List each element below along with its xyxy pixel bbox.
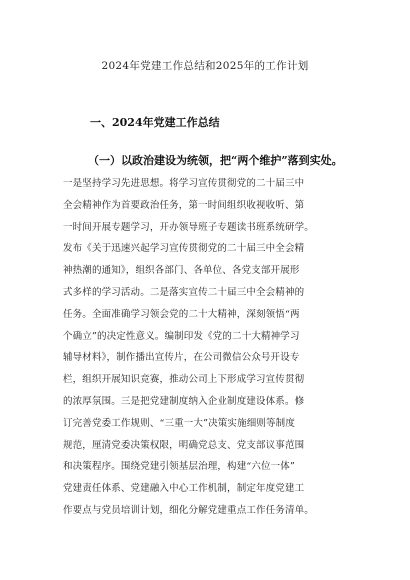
section-heading: 一、2024年党建工作总结: [90, 116, 220, 129]
body-line: 个确立”的决定性意义。编制印发《党的二十大精神学习: [63, 330, 300, 342]
document-title: 2024年党建工作总结和2025年的工作计划: [101, 60, 309, 72]
body-line: 作要点与党员培训计划，细化分解党建重点工作任务清单。: [63, 504, 314, 516]
body-line: 规范，厘清党委决策权限，明确党总支、党支部议事范围: [63, 439, 305, 451]
body-line: 发布《关于迅速兴起学习宣传贯彻党的二十届三中全会精: [63, 243, 305, 255]
body-line: 一时间开展专题学习，开办领导班子专题读书班系统研学。: [63, 221, 314, 233]
sub-heading: （一）以政治建设为统领，把“两个维护”落到实处。: [88, 154, 343, 167]
body-paragraph: [63, 173, 345, 522]
body-line: 任务。全面准确学习领会党的二十大精神，深刻领悟“两: [63, 308, 300, 320]
body-line: 和决策程序。围绕党建引领基层治理，构建“六位一体”: [63, 461, 295, 473]
body-line: 全会精神作为首要政治任务，第一时间组织收视收听、第: [63, 199, 305, 211]
body-line: 辅导材料》，制作播出宣传片，在公司微信公众号开设专: [63, 352, 300, 364]
body-line: 一是坚持学习先进思想。将学习宣传贯彻党的二十届三中: [63, 178, 305, 189]
body-line: 的浓厚氛围。三是把党建制度纳入企业制度建设体系。修: [63, 395, 305, 407]
body-line: 栏，组织开展知识竞赛，推动公司上下形成学习宣传贯彻: [63, 374, 305, 386]
body-line: 订完善党委工作规则、“三重一大”决策实施细则等制度: [63, 417, 295, 429]
body-line: 式多样的学习活动。二是落实宣传二十届三中全会精神的: [63, 286, 305, 298]
body-line: 党建责任体系、党建融入中心工作机制，制定年度党建工: [63, 483, 305, 495]
body-line: 神热潮的通知》，组织各部门、各单位、各党支部开展形: [63, 265, 300, 277]
